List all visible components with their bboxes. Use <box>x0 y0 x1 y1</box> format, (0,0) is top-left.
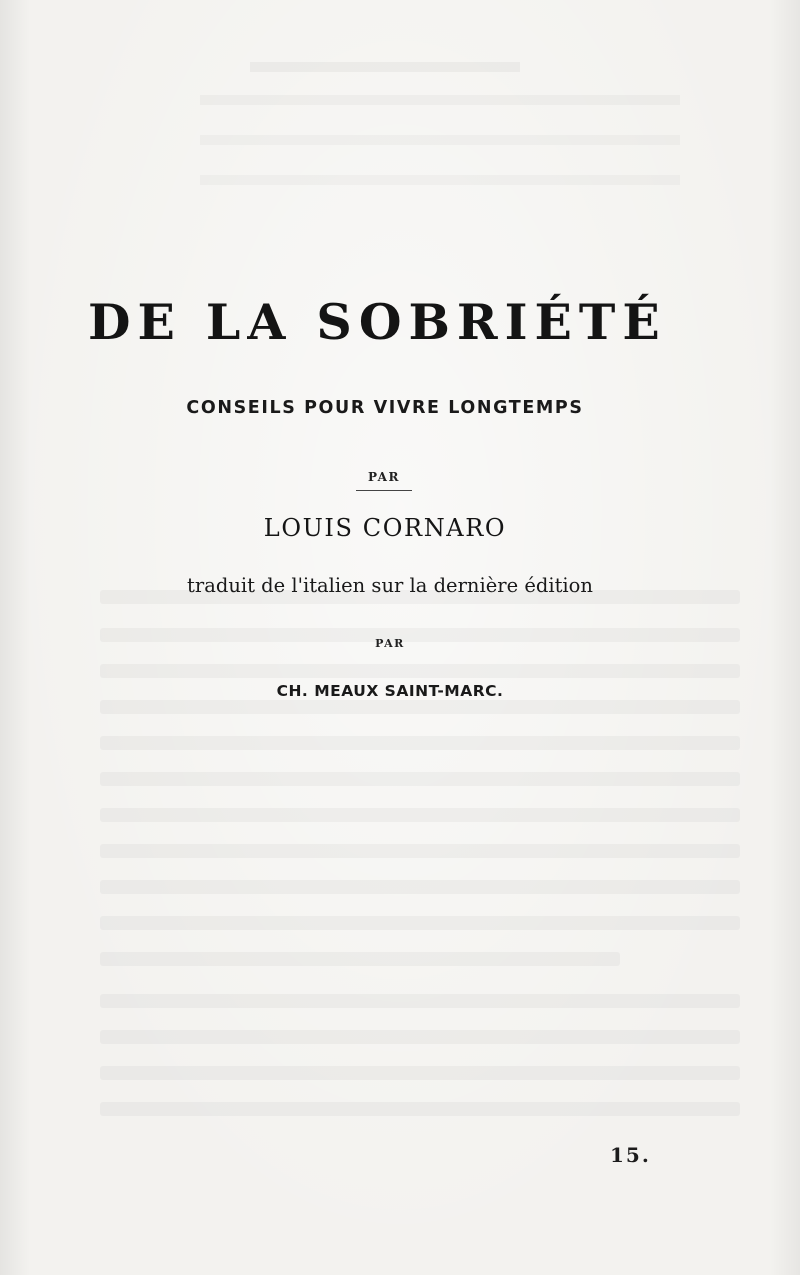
page-subtitle: CONSEILS POUR VIVRE LONGTEMPS <box>186 398 584 418</box>
bleed-through-line <box>250 62 520 72</box>
bleed-through-line <box>100 664 740 678</box>
bleed-through-line <box>100 916 740 930</box>
translator-by-label: PAR <box>375 637 405 650</box>
bleed-through-line <box>100 808 740 822</box>
translator-name: CH. MEAUX SAINT-MARC. <box>276 682 504 700</box>
bleed-through-line <box>100 700 740 714</box>
bleed-through-line <box>200 135 680 145</box>
by-label: PAR <box>368 470 400 484</box>
divider <box>356 490 412 491</box>
bleed-through-line <box>200 175 680 185</box>
bleed-through-line <box>200 95 680 105</box>
translation-note: traduit de l'italien sur la dernière édition <box>187 574 593 597</box>
bleed-through-line <box>100 844 740 858</box>
bleed-through-line <box>100 880 740 894</box>
bleed-through-line <box>100 1066 740 1080</box>
bleed-through-line <box>100 952 620 966</box>
page-title: DE LA SOBRIÉTÉ <box>88 293 667 351</box>
bleed-through-line <box>100 994 740 1008</box>
bleed-through-line <box>100 772 740 786</box>
bleed-through-line <box>100 1102 740 1116</box>
bleed-through-line <box>100 1030 740 1044</box>
bleed-through-line <box>100 736 740 750</box>
author-name: LOUIS CORNARO <box>263 514 507 542</box>
page-number: 15. <box>610 1143 651 1167</box>
